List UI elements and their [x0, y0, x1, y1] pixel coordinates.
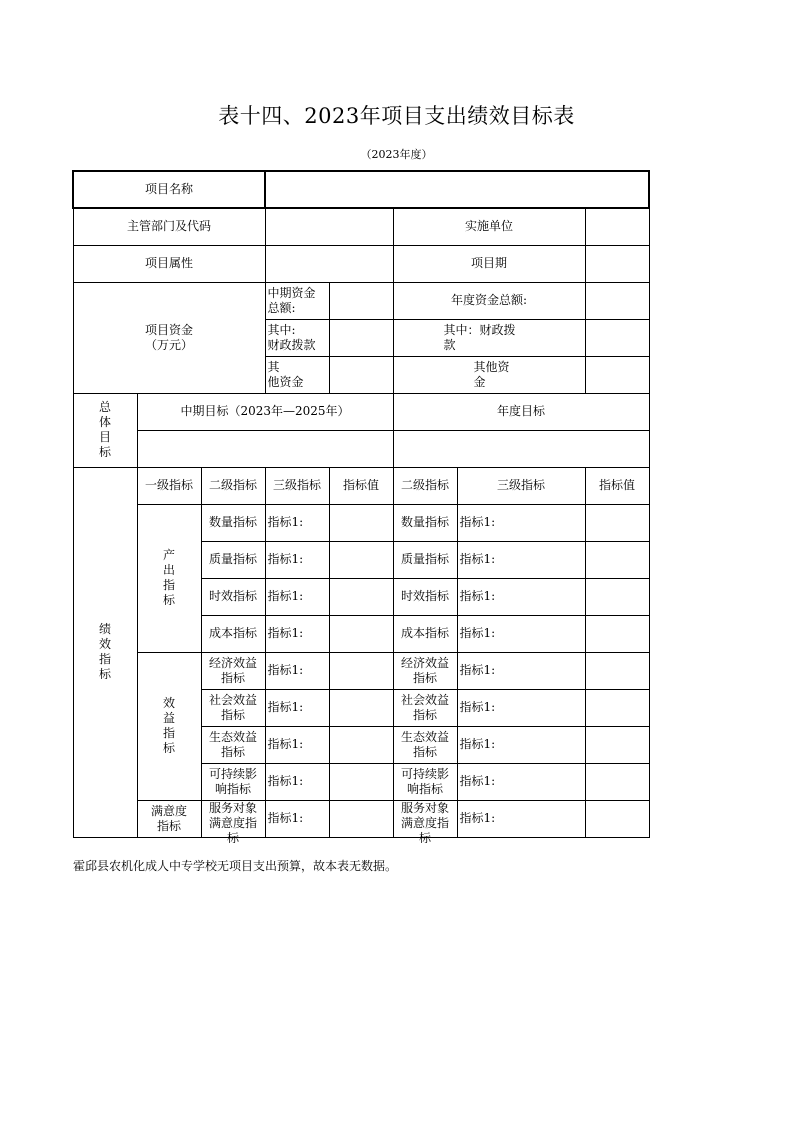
item-value: [329, 763, 393, 800]
perf-indicators-label: 绩 效 指 标: [73, 467, 137, 837]
item-valueb: [585, 652, 649, 689]
overall-goals-label: 总 体 目 标: [73, 393, 137, 467]
item-l3b: 指标1:: [457, 578, 585, 615]
header-level1: 一级指标: [137, 467, 201, 504]
item-l2b: 社会效益 指标: [393, 689, 457, 726]
item-valueb: [585, 800, 649, 837]
group-benefit: 效 益 指 标: [137, 652, 201, 800]
header-level3b: 三级指标: [457, 467, 585, 504]
item-l3: 指标1:: [265, 615, 329, 652]
item-l3b: 指标1:: [457, 541, 585, 578]
mid-goal-value: [137, 430, 393, 467]
item-l3: 指标1:: [265, 652, 329, 689]
mid-total-label: 中期资金 总额:: [265, 282, 329, 319]
item-value: [329, 652, 393, 689]
mid-fiscal-label: 其中: 财政拨款: [265, 319, 329, 356]
annual-other-label: 其他资 金: [393, 356, 585, 393]
item-l3: 指标1:: [265, 763, 329, 800]
impl-unit-label: 实施单位: [393, 208, 585, 245]
item-l3: 指标1:: [265, 689, 329, 726]
item-value: [329, 689, 393, 726]
item-value: [329, 504, 393, 541]
item-l2: 服务对象 满意度指 标: [201, 800, 265, 837]
group-satisfaction: 满意度 指标: [137, 800, 201, 837]
item-l3: 指标1:: [265, 504, 329, 541]
item-valueb: [585, 578, 649, 615]
dept-code-value: [265, 208, 393, 245]
dept-code-label: 主管部门及代码: [73, 208, 265, 245]
item-valueb: [585, 689, 649, 726]
annual-goal-value: [393, 430, 649, 467]
item-valueb: [585, 726, 649, 763]
item-valueb: [585, 541, 649, 578]
item-l2b: 时效指标: [393, 578, 457, 615]
funds-label: 项目资金 （万元）: [73, 282, 265, 393]
project-period-label: 项目期: [393, 245, 585, 282]
item-l2: 可持续影 响指标: [201, 763, 265, 800]
project-name-value: [265, 171, 649, 208]
header-level2: 二级指标: [201, 467, 265, 504]
item-l2: 成本指标: [201, 615, 265, 652]
item-l2: 社会效益 指标: [201, 689, 265, 726]
annual-fiscal-label: 其中：财政拨 款: [393, 319, 585, 356]
group-output: 产 出 指 标: [137, 504, 201, 652]
footnote: 霍邱县农机化成人中专学校无项目支出预算，故本表无数据。: [73, 859, 398, 873]
item-l2b: 生态效益 指标: [393, 726, 457, 763]
item-l3b: 指标1:: [457, 504, 585, 541]
annual-goal-header: 年度目标: [393, 393, 649, 430]
item-value: [329, 578, 393, 615]
item-value: [329, 541, 393, 578]
item-l3: 指标1:: [265, 726, 329, 763]
item-l2b: 质量指标: [393, 541, 457, 578]
page-subtitle: （2023年度）: [360, 148, 433, 161]
project-attr-label: 项目属性: [73, 245, 265, 282]
item-l2: 时效指标: [201, 578, 265, 615]
mid-other-value: [329, 356, 393, 393]
annual-fiscal-value: [585, 319, 649, 356]
item-l3: 指标1:: [265, 578, 329, 615]
header-valueb: 指标值: [585, 467, 649, 504]
header-value: 指标值: [329, 467, 393, 504]
item-value: [329, 615, 393, 652]
mid-total-value: [329, 282, 393, 319]
mid-goal-header: 中期目标（2023年—2025年）: [137, 393, 393, 430]
item-l3b: 指标1:: [457, 763, 585, 800]
project-name-label: 项目名称: [73, 171, 265, 208]
item-l3: 指标1:: [265, 541, 329, 578]
item-l2b: 经济效益 指标: [393, 652, 457, 689]
performance-table: [72, 170, 650, 845]
item-l2: 数量指标: [201, 504, 265, 541]
item-l2b: 服务对象 满意度指 标: [393, 800, 457, 837]
item-l2: 质量指标: [201, 541, 265, 578]
item-value: [329, 800, 393, 837]
mid-fiscal-value: [329, 319, 393, 356]
item-l2: 经济效益 指标: [201, 652, 265, 689]
item-value: [329, 726, 393, 763]
impl-unit-value: [585, 208, 649, 245]
annual-total-label: 年度资金总额:: [393, 282, 585, 319]
item-l2: 生态效益 指标: [201, 726, 265, 763]
item-valueb: [585, 504, 649, 541]
project-period-value: [585, 245, 649, 282]
project-attr-value: [265, 245, 393, 282]
item-l2b: 可持续影 响指标: [393, 763, 457, 800]
mid-other-label: 其 他资金: [265, 356, 329, 393]
item-l3: 指标1:: [265, 800, 329, 837]
annual-other-value: [585, 356, 649, 393]
header-level3: 三级指标: [265, 467, 329, 504]
item-l2b: 数量指标: [393, 504, 457, 541]
item-l3b: 指标1:: [457, 689, 585, 726]
header-level2b: 二级指标: [393, 467, 457, 504]
annual-total-value: [585, 282, 649, 319]
item-l3b: 指标1:: [457, 726, 585, 763]
item-l3b: 指标1:: [457, 800, 585, 837]
item-l3b: 指标1:: [457, 615, 585, 652]
page-title: 表十四、2023年项目支出绩效目标表: [218, 104, 575, 128]
item-valueb: [585, 763, 649, 800]
item-valueb: [585, 615, 649, 652]
item-l3b: 指标1:: [457, 652, 585, 689]
item-l2b: 成本指标: [393, 615, 457, 652]
